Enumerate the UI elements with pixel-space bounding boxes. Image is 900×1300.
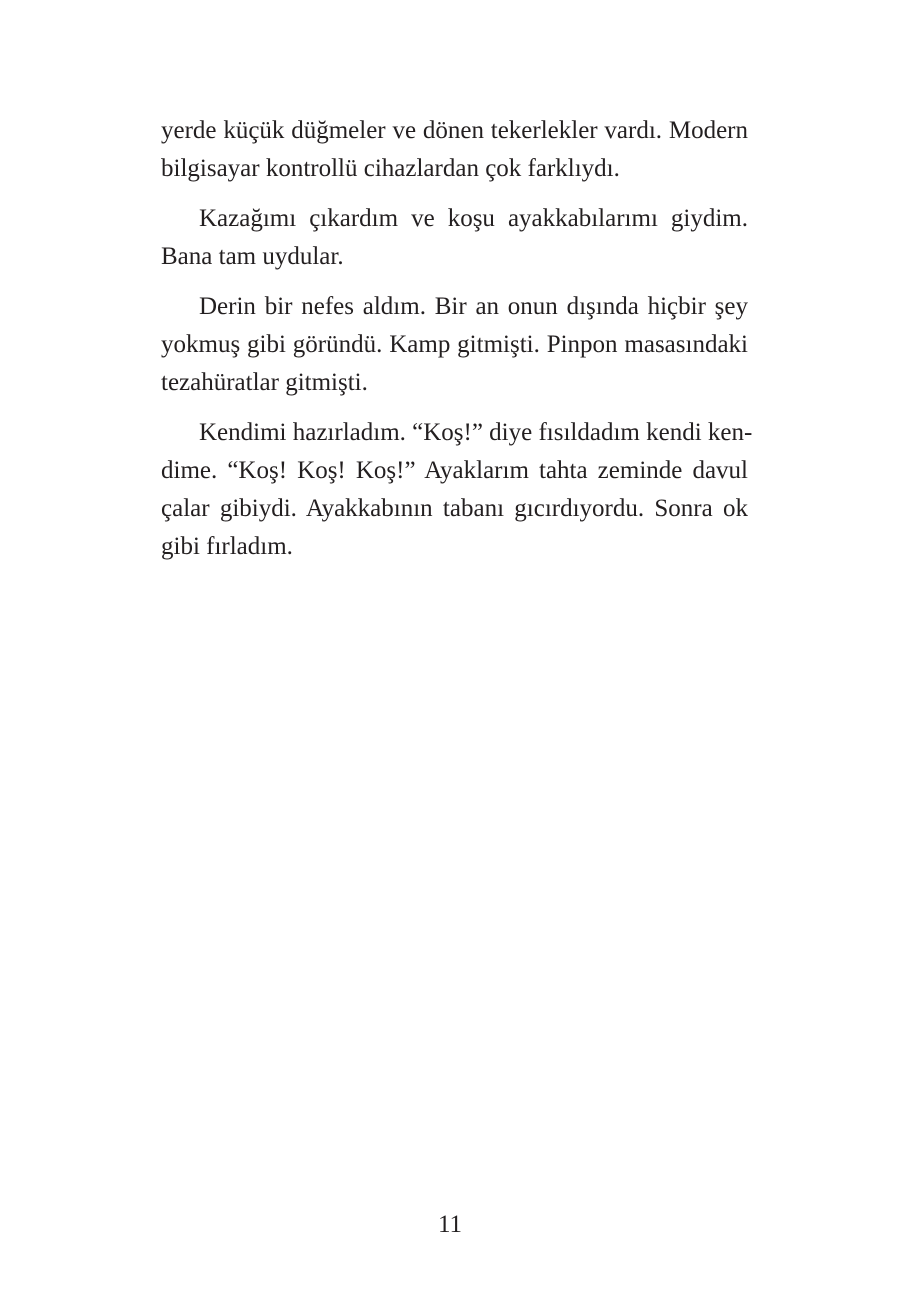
text-line: dime. “Koş! Koş! Koş!” Ayaklarım tahta zeminde davul [161,457,748,484]
text-line: Kendimi hazırladım. “Koş!” diye fısıldadım kendi ken- [199,419,753,446]
text-line: bilgisayar kontrollü cihazlardan çok farklıydı. [161,155,620,182]
text-line: Kazağımı çıkardım ve koşu ayakkabılarımı giydim. [199,205,748,232]
text-line: yerde küçük düğmeler ve dönen tekerlekler vardı. Modern [161,117,748,144]
paragraph-1 [161,112,748,188]
text-line: çalar gibiydi. Ayakkabının tabanı gıcırdıyordu. Sonra ok [161,495,748,522]
paragraph-2 [161,200,748,276]
text-line: tezahüratlar gitmişti. [161,369,368,396]
paragraph-3 [161,288,748,402]
page-number: 11 [437,1211,463,1238]
text-line: gibi fırladım. [161,533,293,560]
body-text [161,112,753,578]
paragraph-4 [161,414,753,566]
text-line: yokmuş gibi göründü. Kamp gitmişti. Pinpon masasındaki [161,331,748,358]
text-line: Bana tam uydular. [161,243,344,270]
text-line: Derin bir nefes aldım. Bir an onun dışında hiçbir şey [199,293,748,320]
